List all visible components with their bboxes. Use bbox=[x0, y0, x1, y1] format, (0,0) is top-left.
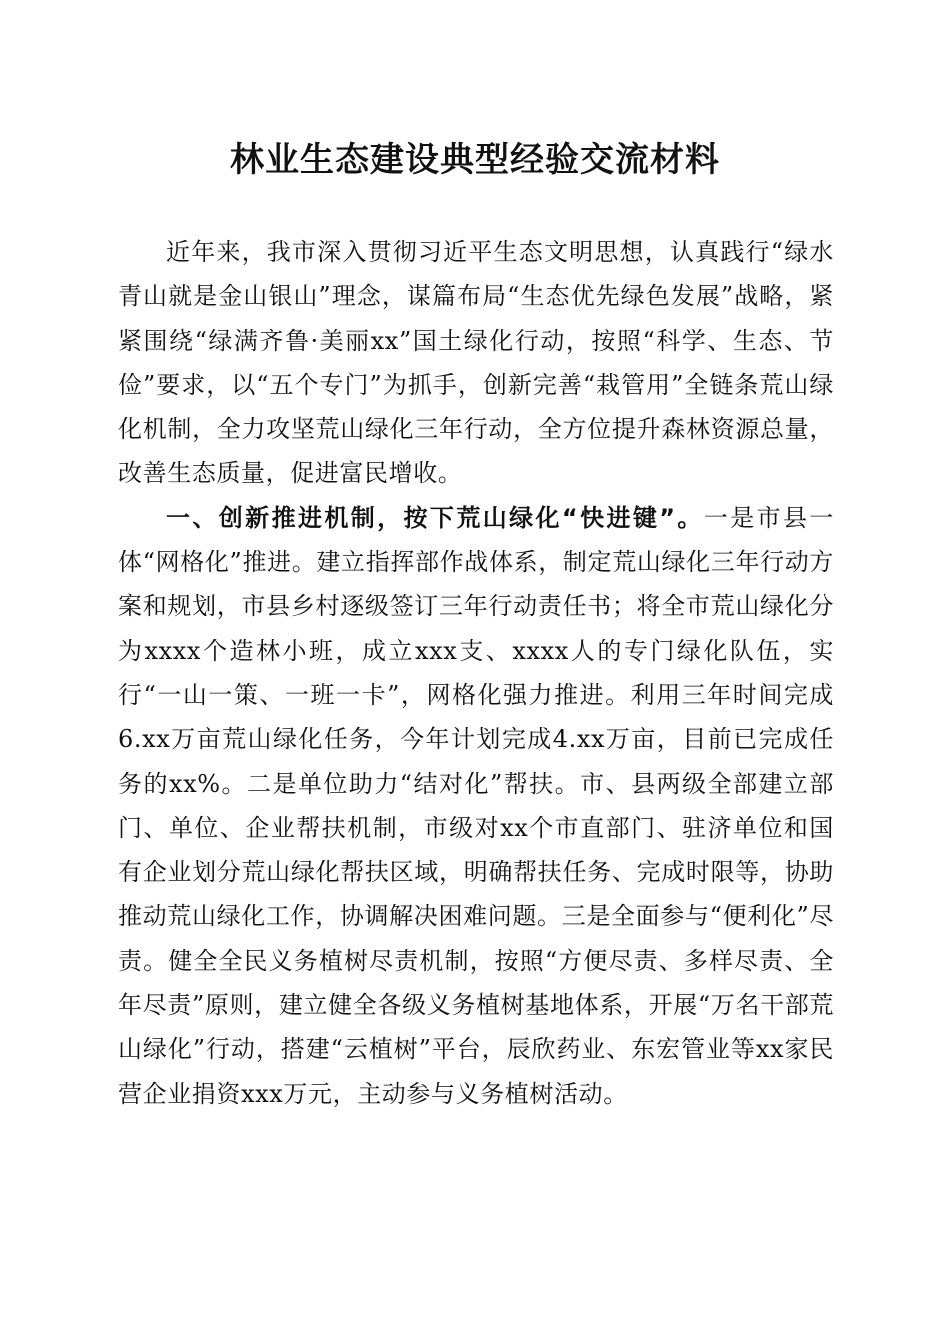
section-one-heading: 一、创新推进机制，按下荒山绿化“快进键”。 bbox=[166, 503, 704, 532]
document-body bbox=[118, 230, 834, 1116]
document-title: 林业生态建设典型经验交流材料 bbox=[230, 140, 720, 180]
section-one-paragraph bbox=[118, 496, 834, 1116]
intro-paragraph: 近年来，我市深入贯彻习近平生态文明思想，认真践行“绿水青山就是金山银山”理念，谋篇布局“生态优先绿色发展”战略，紧紧围绕“绿满齐鲁·美丽xx”国土绿化行动，按照“科学、生态、节俭”要求，以“五个专门”为抓手，创新完善“栽管用”全链条荒山绿化机制，全力攻坚荒山绿化三年行动，全方位提升森林资源总量，改善生态质量，促进富民增收。 bbox=[118, 238, 834, 488]
section-one-text: 一是市县一体“网格化”推进。建立指挥部作战体系，制定荒山绿化三年行动方案和规划，市县乡村逐级签订三年行动责任书；将全市荒山绿化分为xxxx个造林小班，成立xxx支、xxxx人的专门绿化队伍，实行“一山一策、一班一卡”，网格化强力推进。利用三年时间完成6.xx万亩荒山绿化任务，今年计划完成4.xx万亩，目前已完成任务的xx%。二是单位助力“结对化”帮扶。市、县两级全部建立部门、单位、企业帮扶机制，市级对xx个市直部门、驻济单位和国有企业划分荒山绿化帮扶区域，明确帮扶任务、完成时限等，协助推动荒山绿化工作，协调解决困难问题。三是全面参与“便利化”尽责。健全全民义务植树尽责机制，按照“方便尽责、多样尽责、全年尽责”原则，建立健全各级义务植树基地体系，开展“万名干部荒山绿化”行动，搭建“云植树”平台，辰欣药业、东宏管业等xx家民营企业捐资xxx万元，主动参与义务植树活动。 bbox=[118, 503, 835, 1108]
